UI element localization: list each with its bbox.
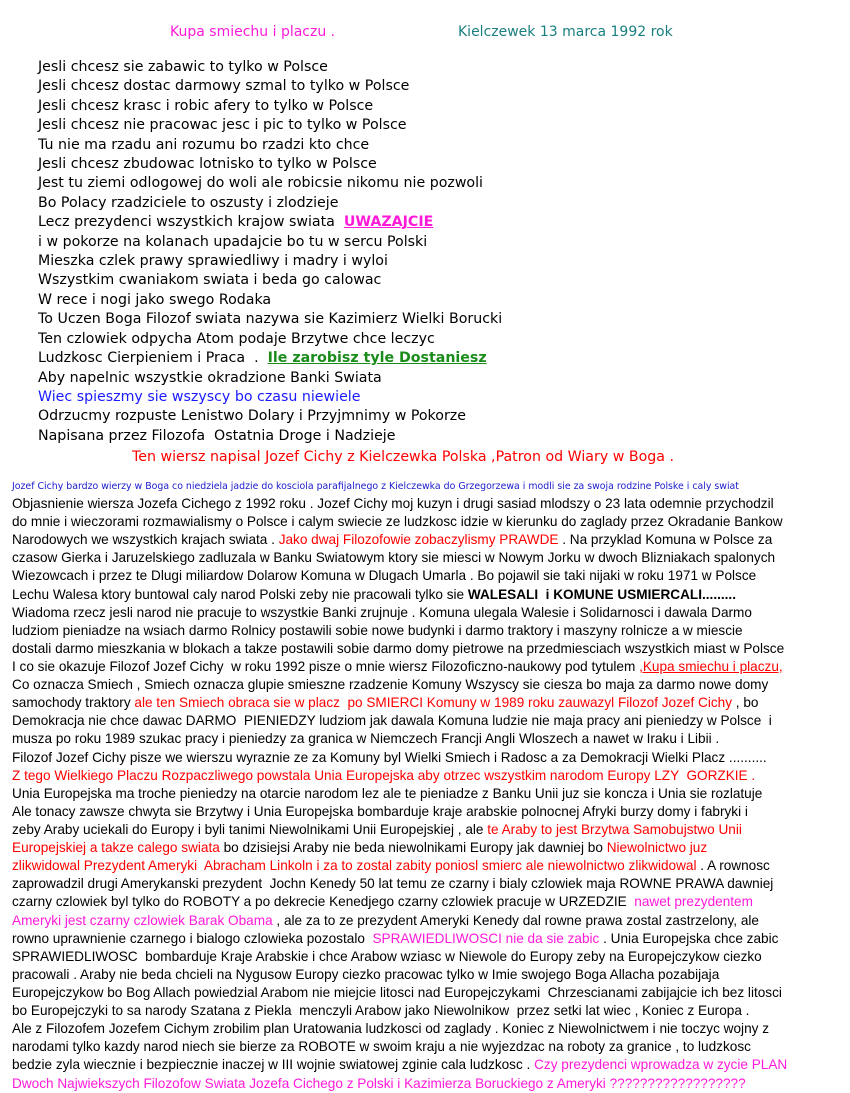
explanation-text: te Araby to jest Brzytwa Samobujstwo Unii [487, 821, 742, 837]
poem-text: i w pokorze na kolanach upadajcie bo tu w sercu Polski [38, 233, 428, 250]
explanation-line [12, 567, 842, 585]
explanation-text: ale ten Smiech obraca sie w placz po SMIERCI Komuny w 1989 roku zauwazyl Filozof Jozef Cichy [134, 695, 733, 711]
poem-line [38, 388, 502, 407]
explanation-line [12, 803, 842, 821]
explanation-line [12, 622, 842, 640]
poem-line [38, 310, 502, 329]
explanation-line [12, 531, 842, 549]
poem-text: Napisana przez Filozofa Ostatnia Droge i Nadzieje [38, 427, 396, 444]
explanation-line [12, 730, 842, 748]
explanation-text: SPRAWIEDLIWOSC bombarduje Kraje Arabskie i chce Arabow wziasc w Niewole do Europy zeby na Europejczykow ciezko [12, 948, 762, 964]
poem-text: Mieszka czlek prawy sprawiedliwy i madry i wyloi [38, 253, 388, 270]
explanation-text: , bo [732, 695, 759, 711]
poem-line [38, 271, 502, 290]
explanation-text: Filozof Jozef Cichy pisze we wierszu wyraznie ze za Komuny byl Wielki Smiech i Radosc a za Demokracji Wielki Placz .......... [12, 749, 767, 765]
explanation-line [12, 1020, 842, 1038]
poem-date: Kielczewek 13 marca 1992 rok [458, 24, 673, 40]
explanation-line [12, 966, 842, 984]
explanation-text: pracowali . Araby nie beda chcieli na Nygusow Europy ciezko pracowac tylko w Imie swojego Boga Allacha pozabijaja [12, 966, 720, 982]
explanation-text: bo Europejczyki to sa narody Szatana z Piekla menczyli Arabow jako Niewolnikow przez setki lat wiec , Koniec z Europa . [12, 1003, 750, 1019]
explanation-text: Z tego Wielkiego Placzu Rozpaczliwego powstala Unia Europejska aby otrzec wszystkim narodom Europy LZY GORZKIE . [12, 767, 756, 783]
explanation-line [12, 821, 842, 839]
explanation-line [12, 893, 842, 911]
poem-text: Jest tu ziemi odlogowej do woli ale robicsie nikomu nie pozwoli [38, 175, 483, 192]
poem-line [38, 58, 502, 77]
explanation-line [12, 785, 842, 803]
poem-line [38, 407, 502, 426]
explanation-text: Narodowych we wszystkich krajach swiata . [12, 532, 279, 548]
explanation-line [12, 604, 842, 622]
explanation-text: Ameryki jest czarny czlowiek Barak Obama [12, 912, 273, 928]
page-title: Kupa smiechu i placzu . [170, 24, 336, 40]
explanation-text: Niewolnictwo juz [606, 840, 708, 856]
explanation-line [12, 694, 842, 712]
poem-line [38, 233, 502, 252]
poem-line [38, 291, 502, 310]
explanation-line [12, 640, 842, 658]
explanation-text: zeby Araby uciekali do Europy i byli tanimi Niewolnikami Unii Europejskiej , ale [12, 821, 488, 837]
poem-text: Jesli chcesz nie pracowac jesc i pic to tylko w Polsce [38, 117, 407, 134]
poem-text: To Uczen Boga Filozof swiata nazywa sie Kazimierz Wielki Borucki [38, 311, 503, 328]
explanation-text: Objasnienie wiersza Jozefa Cichego z 1992 roku . Jozef Cichy moj kuzyn i drugi sasiad mlodszy o 23 lata odemnie przychodzil [12, 496, 774, 511]
poem-text: W rece i nogi jako swego Rodaka [38, 291, 272, 308]
explanation-text: Unia Europejska ma troche pieniedzy na otarcie narodom lez ale te pieniadze z Banku Unii juz sie koncza i Unia sie rozlatuje [12, 785, 763, 801]
explanation-line [12, 712, 842, 730]
explanation-text: Demokracja nie chce dawac DARMO PIENIEDZY ludziom jak dawala Komuna ludzie nie maja pracy ani pieniedzy w Polsce i [12, 713, 772, 729]
explanation-text: Lechu Walesa ktory buntowal caly narod Polski zeby nie pracowali tylko sie [12, 586, 468, 602]
explanation-text: . Unia Europejska chce zabic [599, 930, 779, 946]
explanation-line [12, 513, 842, 531]
poem-text: Wiec spieszmy sie wszyscy bo czasu niewiele [38, 388, 361, 405]
explanation-text: samochody traktory [12, 695, 135, 711]
explanation-text: Europejskiej a takze calego swiata [12, 840, 220, 856]
poem-text: Ile zarobisz tyle Dostaniesz [267, 350, 487, 367]
poem-line [38, 97, 502, 116]
poem-text: Aby napelnic wszystkie okradzione Banki Swiata [38, 369, 382, 386]
explanation-line [12, 1075, 842, 1093]
poem-line [38, 155, 502, 174]
explanation-text: Co oznacza Smiech , Smiech oznacza glupie smieszne rzadzenie Komuny Wszyscy sie ciesza bo maja za darmo nowe domy [12, 677, 769, 693]
explanation-line [12, 930, 842, 948]
poem-text: Odrzucmy rozpuste Lenistwo Dolary i Przyjmnimy w Pokorze [38, 408, 466, 425]
explanation-text: Dwoch Najwiekszych Filozofow Swiata Jozefa Cichego z Polski i Kazimierza Boruckiego z Ameryki ?????????????????? [12, 1075, 746, 1091]
explanation-line [12, 586, 842, 604]
explanation-text: ludziom pieniadze na wsiach darmo Rolnicy postawili sobie nowe budynki i darmo traktory i maszyny rolnicze a w miescie [12, 622, 743, 638]
explanation-text: Europejczykow bo Bog Allach powiedzial Arabom nie miejcie litosci nad Europejczykami Chrzescianami zabijajcie ich bez litosci [12, 984, 782, 1000]
poem-line [38, 427, 502, 446]
poem [38, 58, 502, 446]
poem-text: UWAZAJCIE [343, 214, 434, 231]
poem-text: Wszystkim cwaniakom swiata i beda go calowac [38, 272, 382, 289]
explanation-line [12, 984, 842, 1002]
poem-line [38, 174, 502, 193]
poem-text: Lecz prezydenci wszystkich krajow swiata [38, 214, 344, 231]
explanation-text: Ale tonacy zawsze chwyta sie Brzytwy i Unia Europejska bombarduje kraje arabskie polnocnej Afryki burzy domy i fabryki i [12, 803, 748, 819]
explanation-line [12, 658, 842, 676]
explanation-line [12, 912, 842, 930]
explanation-line [12, 857, 842, 875]
explanation-text: ,Kupa smiechu i placzu, [639, 658, 783, 674]
poem-text: Tu nie ma rzadu ani rozumu bo rzadzi kto chce [38, 136, 370, 153]
poem-text: Jesli chcesz sie zabawic to tylko w Polsce [38, 59, 328, 75]
intro-line: Jozef Cichy bardzo wierzy w Boga co niedziela jadzie do kosciola parafijalnego z Kielczewka do Grzegorzewa i modli sie za swoja rodzine Polske i caly swiat [12, 481, 739, 492]
explanation-text: zaprowadzil drugi Amerykanski prezydent Jochn Kenedy 50 lat temu ze czarny i bialy czlowiek maja ROWNE PRAWA dawniej [12, 876, 774, 892]
explanation-line [12, 1056, 842, 1074]
explanation-text: czarny czlowiek byl tylko do ROBOTY a po dekrecie Kenedjego czarny czlowiek pracuje w URZEDZIE [12, 894, 635, 910]
poem-line [38, 77, 502, 96]
poem-text: Jesli chcesz zbudowac lotnisko to tylko w Polsce [38, 156, 377, 173]
poem-line [38, 213, 502, 232]
explanation-text: Wiadoma rzecz jesli narod nie pracuje to wszystkie Banki zrujnuje . Komuna ulegala Walesie i Solidarnosci i dawala Darmo [12, 604, 752, 620]
poem-text: Jesli chcesz dostac darmowy szmal to tylko w Polsce [38, 78, 410, 95]
explanation-line [12, 676, 842, 694]
explanation-text: zlikwidowal Prezydent Ameryki Abracham Linkoln i za to zostal zabity poniosl smierc ale niewolnictwo zlikwidowal [12, 858, 697, 874]
explanation-text: , ale za to ze prezydent Ameryki Kenedy dal rowne prawa zostal zastrzelony, ale [272, 912, 759, 928]
explanation-text: bo dzisiejsi Araby nie beda niewolnikami Europy jak dawniej bo [219, 840, 607, 856]
explanation-line [12, 875, 842, 893]
explanation-line [12, 549, 842, 567]
poem-line [38, 369, 502, 388]
explanation-text: Ale z Filozofem Jozefem Cichym zrobilim plan Uratowania ludzkosci od zaglady . Koniec z Niewolnictwem i nie toczyc wojny z [12, 1021, 770, 1037]
poem-text: Jesli chcesz krasc i robic afery to tylko w Polsce [38, 97, 374, 114]
explanation-text: nawet prezydentem [634, 894, 753, 910]
explanation-line [12, 749, 842, 767]
explanation-text: Czy prezydenci wprowadza w zycie PLAN [534, 1057, 788, 1073]
explanation-text: rowno uprawnienie czarnego i bialogo czlowieka pozostalo [12, 930, 373, 946]
explanation-text: narodami tylko kazdy narod niech sie bierze za ROBOTE w swoim kraju a nie wyjezdzac na roboty za granice , to ludzkosc [12, 1039, 751, 1055]
explanation-line [12, 495, 842, 513]
poem-line [38, 252, 502, 271]
explanation-text: . Na przyklad Komuna w Polsce za [558, 532, 773, 548]
explanation-text: SPRAWIEDLIWOSCI nie da sie zabic [372, 930, 600, 946]
poem-line [38, 136, 502, 155]
poem-author-line: Ten wiersz napisal Jozef Cichy z Kielczewka Polska ,Patron od Wiary w Boga . [132, 449, 674, 465]
explanation-text: bedzie zyla wiecznie i bezpiecznie inaczej w III wojnie swiatowej zginie cala ludzkosc . [12, 1057, 535, 1073]
explanation-text: Wiezowcach i przez te Dlugi miliardow Dolarow Komuna w Dlugach Umarla . Bo pojawil sie taki nijaki w roku 1971 w Polsce [12, 568, 757, 584]
poem-text: Ten czlowiek odpycha Atom podaje Brzytwe chce leczyc [38, 330, 435, 347]
explanation-line [12, 1002, 842, 1020]
explanation-line [12, 948, 842, 966]
explanation-text: do mnie i wieczorami rozmawialismy o Polsce i calym swiecie ze ludzkosc idzie w kierunku do zaglady przez Okradanie Bankow [12, 514, 783, 530]
poem-line [38, 116, 502, 135]
explanation-text: dostali darmo mieszkania w blokach a takze postawili sobie darmo domy pietrowe na przedmiesciach wszystkich miast w Polsce [12, 640, 785, 656]
explanation-line [12, 1038, 842, 1056]
explanation-line [12, 839, 842, 857]
explanation-text: musza po roku 1989 szukac pracy i pieniedzy za granica w Niemczech Francji Angli Wloszech a nawet w Iraku i Libii . [12, 731, 720, 747]
explanation-text: . A rownosc [696, 858, 770, 874]
poem-line [38, 194, 502, 213]
explanation-text: czasow Gierka i Jaruzelskiego zadluzala w Banku Swiatowym ktory sie miesci w Nowym Jorku w dwoch Blizniakach spalonych [12, 550, 776, 566]
poem-line [38, 330, 502, 349]
explanation-body [12, 495, 842, 1093]
explanation-text: I co sie okazuje Filozof Jozef Cichy w roku 1992 pisze o mnie wiersz Filozoficzno-naukowy pod tytulem [12, 658, 640, 674]
poem-line [38, 349, 502, 368]
explanation-line [12, 767, 842, 785]
poem-text: Ludzkosc Cierpieniem i Praca . [38, 350, 268, 367]
explanation-text: WALESALI i KOMUNE USMIERCALI......... [467, 586, 736, 602]
explanation-text: Jako dwaj Filozofowie zobaczylismy PRAWDE [278, 532, 559, 548]
poem-text: Bo Polacy rzadziciele to oszusty i zlodzieje [38, 194, 339, 211]
